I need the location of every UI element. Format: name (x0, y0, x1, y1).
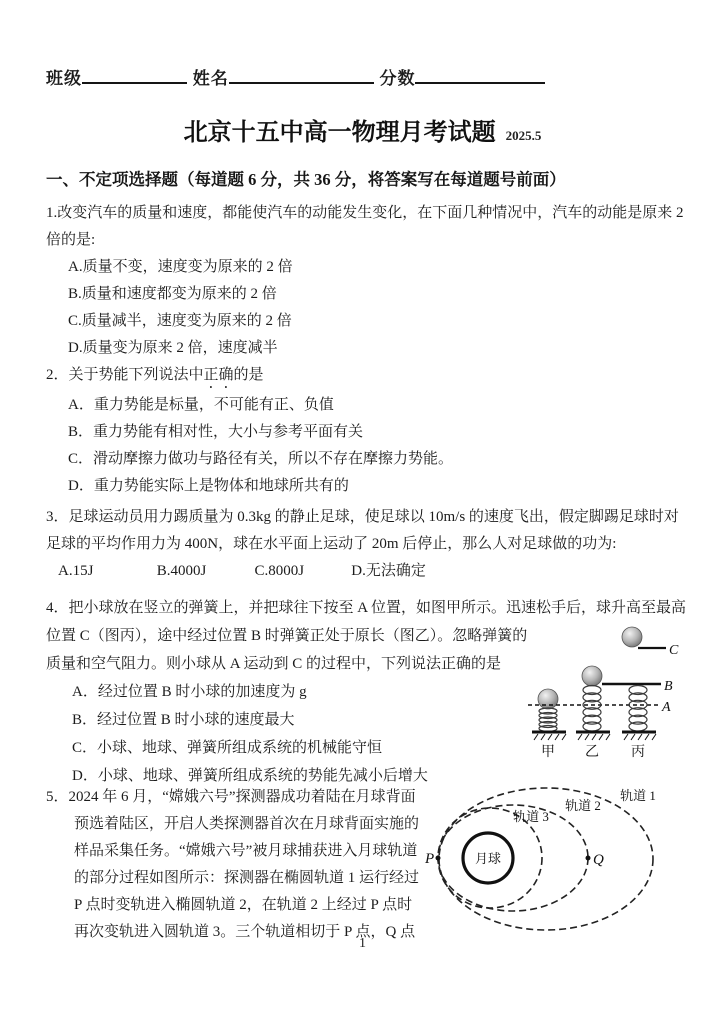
spring-ball-diagram (526, 616, 691, 766)
exam-date: 2025.5 (505, 128, 542, 143)
class-blank (82, 67, 187, 84)
title-row (0, 112, 725, 147)
label-b: B (664, 679, 673, 694)
lunar-orbit-diagram (424, 780, 669, 945)
ground-hatching (532, 732, 656, 740)
stem-post: 的是 (233, 367, 264, 383)
option-c: C.质量减半，速度变为原来的 2 倍 (68, 313, 292, 329)
question-stem-line: 的部分过程如图所示：探测器在椭圆轨道 1 运行经过 (74, 870, 420, 886)
stem-emphasized: 正确 (203, 367, 234, 383)
name-blank (229, 67, 374, 84)
question-stem-line: 4．把小球放在竖立的弹簧上，并把球往下按至 A 位置，如图甲所示。迅速松手后，球升高至最高 (46, 600, 687, 616)
setup-label-bing: 丙 (631, 745, 645, 760)
option-d: D．重力势能实际上是物体和地球所共有的 (68, 478, 349, 494)
spring-yi (583, 686, 601, 732)
option-b: B．经过位置 B 时小球的速度最大 (72, 712, 295, 728)
option-b: B.4000J (156, 563, 207, 579)
question-1 (46, 200, 684, 362)
option-b: B.质量和速度都变为原来的 2 倍 (68, 286, 277, 302)
question-3 (46, 504, 679, 585)
name-label: 姓名 (192, 69, 229, 88)
question-stem-line: 位置 C（图丙），途中经过位置 B 时弹簧正处于原长（图乙）。忽略弹簧的 (46, 628, 528, 644)
ball-at-a (538, 689, 558, 709)
point-q-dot (586, 856, 591, 861)
option-a: A．经过位置 B 时小球的加速度为 g (72, 684, 307, 700)
label-a: A (662, 700, 671, 715)
question-stem-line: 预选着陆区，开启人类探测器首次在月球背面实施的 (74, 816, 420, 832)
option-a: A.质量不变，速度变为原来的 2 倍 (68, 259, 293, 275)
exam-title: 北京十五中高一物理月考试题 (183, 119, 496, 146)
option-c: C．小球、地球、弹簧所组成系统的机械能守恒 (72, 740, 383, 756)
spring-bing (629, 686, 647, 732)
question-2 (46, 362, 453, 500)
question-stem-line: 样品采集任务。“嫦娥六号”被月球捕获进入月球轨道 (74, 843, 418, 859)
orbit-1-label: 轨道 1 (620, 788, 656, 803)
point-q-label: Q (593, 852, 604, 868)
option-d: D.无法确定 (351, 563, 426, 579)
question-stem-line: 倍的是: (46, 232, 96, 248)
option-d: D．小球、地球、弹簧所组成系统的势能先减小后增大 (72, 768, 428, 784)
point-p-dot (436, 856, 441, 861)
question-stem-line: 质量和空气阻力。则小球从 A 运动到 C 的过程中，下列说法正确的是 (46, 656, 502, 672)
option-d: D.质量变为原来 2 倍，速度减半 (68, 340, 278, 356)
setup-label-yi: 乙 (585, 745, 599, 760)
point-p-label: P (425, 851, 435, 867)
option-c: C.8000J (254, 563, 305, 579)
header-fill-in-row (46, 64, 545, 89)
question-stem-line: 5．2024 年 6 月，“嫦娥六号”探测器成功着陆在月球背面 (46, 789, 416, 805)
option-a: A.15J (58, 563, 94, 579)
moon-label: 月球 (474, 851, 502, 866)
orbit-3-label: 轨道 3 (513, 809, 549, 824)
question-stem-line (46, 362, 453, 392)
ball-at-b (582, 666, 602, 686)
options-row (46, 558, 679, 585)
stem-pre: 2．关于势能下列说法中 (46, 367, 204, 383)
question-stem-line: 1.改变汽车的质量和速度，都能使汽车的动能发生变化，在下面几种情况中，汽车的动能是原来 2 (46, 205, 684, 221)
spring-jia (539, 708, 557, 732)
label-c: C (669, 643, 679, 658)
question-5 (46, 784, 446, 946)
option-c: C．滑动摩擦力做功与路径有关，所以不存在摩擦力势能。 (68, 451, 454, 467)
score-label: 分数 (379, 69, 416, 88)
class-label: 班级 (46, 69, 82, 88)
ball-at-c (622, 627, 642, 647)
setup-label-jia: 甲 (541, 745, 555, 760)
page-number: 1 (359, 936, 366, 951)
option-b: B．重力势能有相对性，大小与参考平面有关 (68, 424, 364, 440)
score-blank (415, 67, 545, 84)
orbit-2-label: 轨道 2 (565, 798, 601, 813)
question-stem-line: 再次变轨进入圆轨道 3。三个轨道相切于 P 点，Q 点 (74, 924, 416, 940)
question-stem-line: 足球的平均作用力为 400N，球在水平面上运动了 20m 后停止，那么人对足球做的功为: (46, 536, 617, 552)
section-heading: 一、不定项选择题（每道题 6 分，共 36 分，将答案写在每道题号前面） (46, 170, 566, 189)
question-stem-line: P 点时变轨进入椭圆轨道 2，在轨道 2 上经过 P 点时 (74, 897, 413, 913)
option-a: A．重力势能是标量，不可能有正、负值 (68, 397, 334, 413)
question-stem-line: 3．足球运动员用力踢质量为 0.3kg 的静止足球，使足球以 10m/s 的速度飞出，假定脚踢足球时对 (46, 509, 679, 525)
